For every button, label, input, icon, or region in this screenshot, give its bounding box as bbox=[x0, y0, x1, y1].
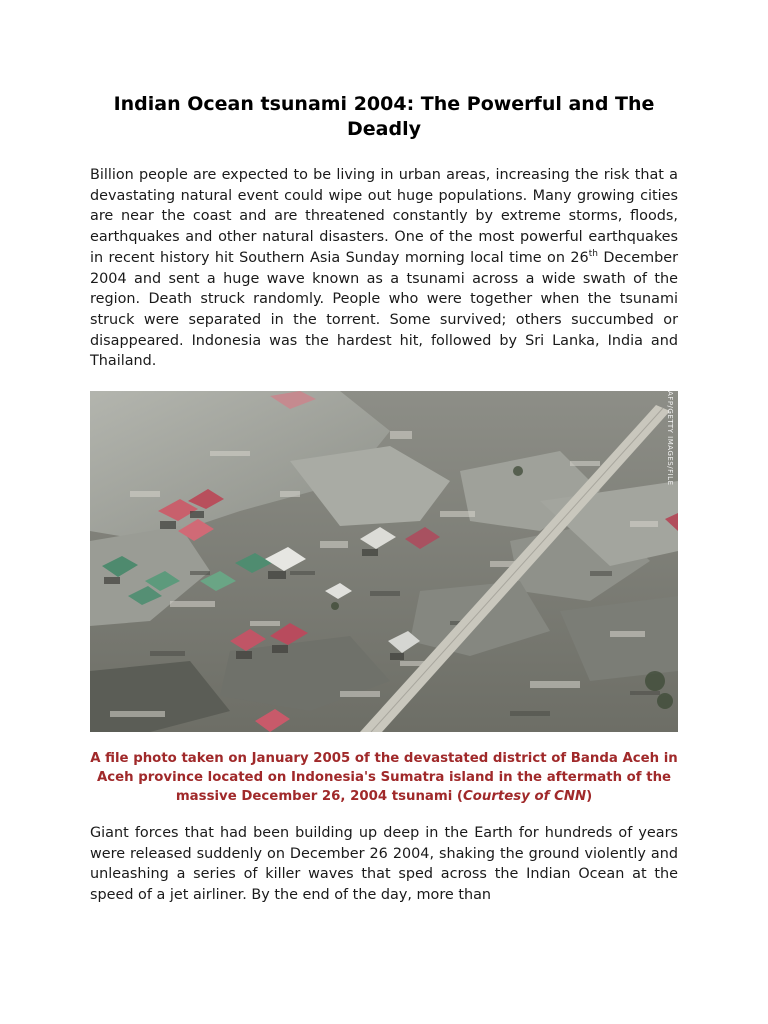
caption-text: A file photo taken on January 2005 of the devastated district of Banda Aceh in Aceh province located on Indonesia's Sumatra island in the aftermath of the massive December 26, 2004 tsunami ( bbox=[90, 751, 678, 804]
intro-text-after: December 2004 and sent a huge wave known as a tsunami across a wide swath of the region. Death struck randomly. People who were together when the tsunami struck were separated in the torrent. Some survived; others succumbed or disappeared. Indonesia was the hardest hit, followed by Sri Lanka, India and Thailand. bbox=[90, 249, 679, 370]
aerial-tsunami-photo bbox=[90, 391, 678, 732]
intro-text-before: Billion people are expected to be living in urban areas, increasing the risk that a devastating natural event could wipe out huge populations. Many growing cities are near the coast and are threatened constantly by extreme storms, floods, earthquakes and other natural disasters. One of the most powerful earthquakes in recent history hit Southern Asia Sunday morning local time on 26 bbox=[90, 167, 678, 266]
photo-caption bbox=[90, 749, 678, 806]
photo-credit: AFP/GETTY IMAGES/FILE bbox=[666, 391, 674, 486]
ordinal-superscript: th bbox=[588, 249, 598, 260]
caption-source: Courtesy of CNN bbox=[463, 789, 587, 804]
photo-illustration bbox=[90, 391, 678, 732]
caption-close: ) bbox=[586, 789, 593, 804]
intro-paragraph bbox=[90, 165, 678, 372]
body-paragraph: Giant forces that had been building up deep in the Earth for hundreds of years were released suddenly on December 26 2004, shaking the ground violently and unleashing a series of killer waves that sped across the Indian Ocean at the speed of a jet airliner. By the end of the day, more than bbox=[90, 825, 678, 904]
page-title: Indian Ocean tsunami 2004: The Powerful and The Deadly bbox=[113, 93, 655, 140]
